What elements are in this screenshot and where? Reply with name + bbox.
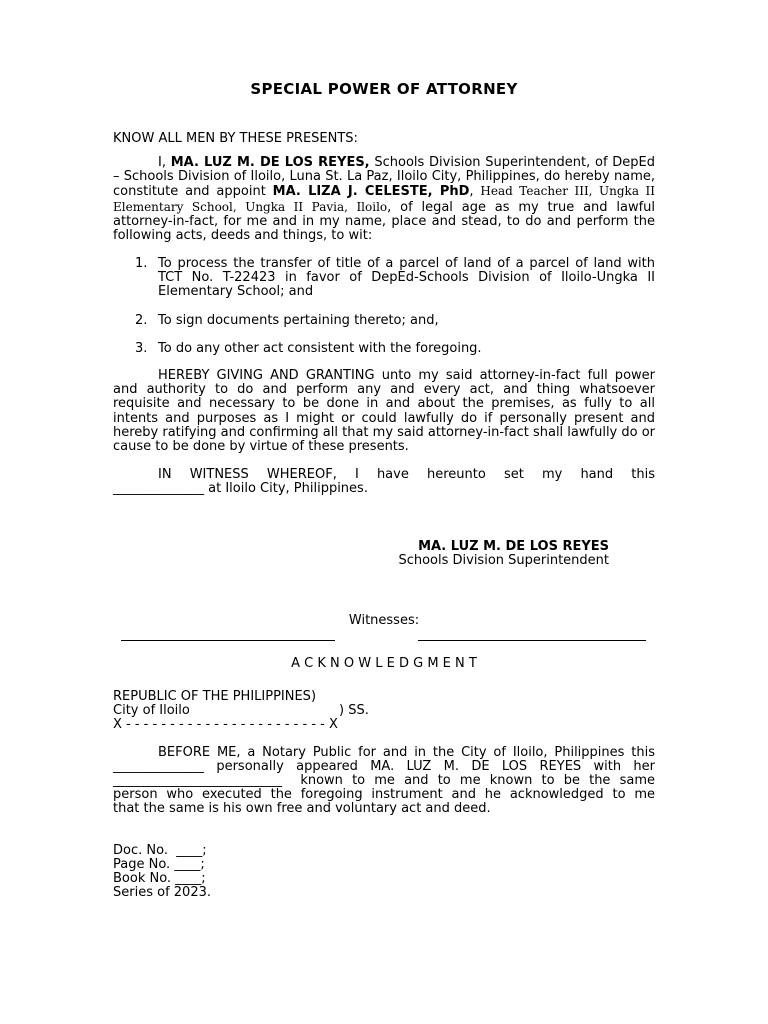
- book-no: Book No. ____;: [113, 871, 206, 886]
- list-item: 1. To process the transfer of title of a parcel of land of a parcel of land with TCT No. T-22423 in favor of DepEd-Schools Division of Iloilo-Ungka II Elementary School; and: [135, 256, 655, 300]
- witness-whereof-line1: IN WITNESS WHEREOF, I have hereunto set my hand this: [158, 467, 655, 482]
- signatory-position: Schools Division Superintendent: [398, 553, 609, 568]
- page-no: Page No. ____;: [113, 857, 205, 872]
- witness-signature-line-right: [418, 640, 646, 641]
- venue-line3: X - - - - - - - - - - - - - - - - - - - - - - - X: [113, 717, 338, 732]
- attorney-position: Head Teacher III, Ungka II Elementary School, Ungka II Pavia, Iloilo: [113, 184, 655, 214]
- acknowledgment-title: A C K N O W L E D G M E N T: [291, 656, 477, 671]
- principal-name: MA. LUZ M. DE LOS REYES,: [170, 155, 370, 170]
- opening-line: KNOW ALL MEN BY THESE PRESENTS:: [113, 131, 358, 146]
- list-item: 2. To sign documents pertaining thereto; and,: [135, 313, 439, 328]
- list-item: 3. To do any other act consistent with the foregoing.: [135, 341, 482, 356]
- doc-no: Doc. No. ____;: [113, 843, 207, 858]
- acknowledgment-line4: person who executed the foregoing instrument and he acknowledged to me: [113, 787, 655, 802]
- appointment-paragraph: I, MA. LUZ M. DE LOS REYES, Schools Division Superintendent, of DepEd – Schools Division of Iloilo, Luna St. La Paz, Iloilo City, Philippines, do hereby name, constitute and appoint MA. LIZA J. CELESTE, PhD, Head Teacher III, Ungka II Elementary School, Ungka II Pavia, Iloilo, of legal age as my true and lawful attorney-in-fact, for me and in my name, place and stead, to do and perform the following acts, deeds and things, to wit:: [113, 155, 656, 244]
- acknowledgment-line2: ______________ personally appeared MA. LUZ M. DE LOS REYES with her: [113, 759, 655, 774]
- witness-whereof-line2: ______________ at Iloilo City, Philippines.: [113, 481, 368, 496]
- acknowledgment-line5: that the same is his own free and voluntary act and deed.: [113, 801, 491, 816]
- series-year: Series of 2023.: [113, 885, 211, 900]
- attorney-name: MA. LIZA J. CELESTE, PhD: [272, 184, 470, 200]
- venue-city: City of Iloilo: [113, 703, 190, 718]
- acknowledgment-line1: BEFORE ME, a Notary Public for and in the City of Iloilo, Philippines this: [158, 745, 655, 760]
- witnesses-label: Witnesses:: [348, 613, 420, 628]
- granting-paragraph: HEREBY GIVING AND GRANTING unto my said attorney-in-fact full power and authority to do and perform any and every act, and thing whatsoever requisite and necessary to be done in and about the premises, as fully to all intents and purposes as I might or could lawfully do if personally present and hereby ratifying and confirming all that my said attorney-in-fact shall lawfully do or cause to be done by virtue of these presents.: [113, 368, 656, 455]
- acknowledgment-line3: __________________________ known to me and to me known to be the same: [113, 773, 655, 788]
- document-title: SPECIAL POWER OF ATTORNEY: [250, 80, 518, 98]
- venue-ss: ) SS.: [339, 703, 369, 718]
- venue-line1: REPUBLIC OF THE PHILIPPINES): [113, 689, 317, 704]
- signatory-name: MA. LUZ M. DE LOS REYES: [418, 539, 609, 554]
- witness-signature-line-left: [121, 640, 335, 641]
